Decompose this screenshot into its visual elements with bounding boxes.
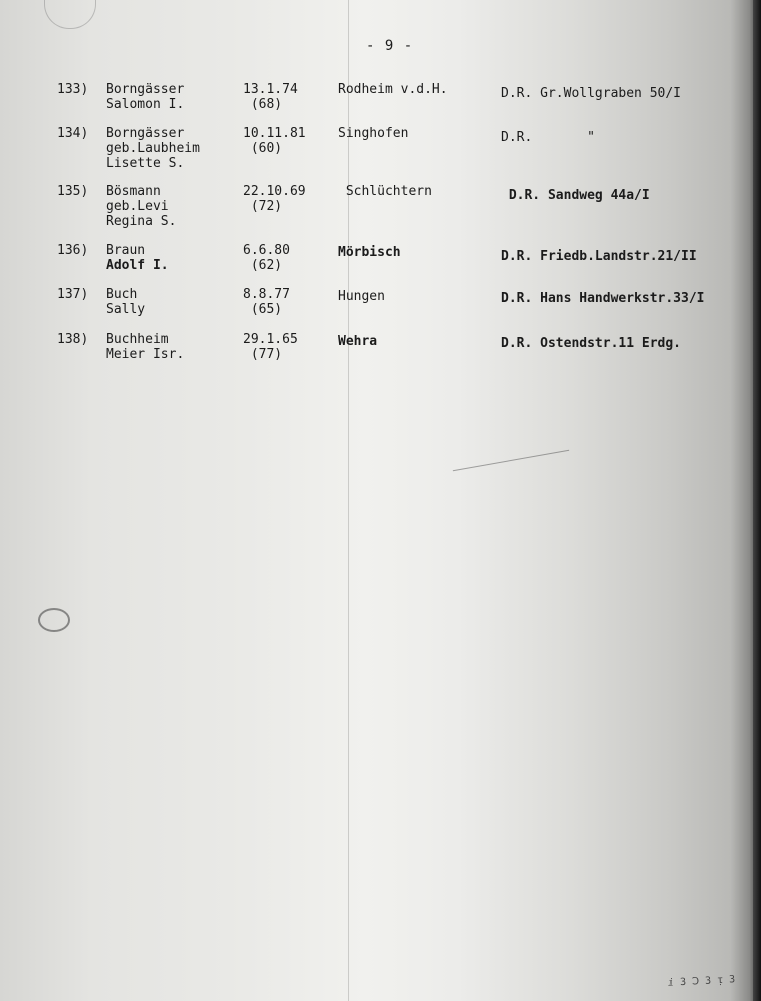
entry-name-line: Lisette S.	[106, 156, 185, 171]
entry-address: D.R. "	[501, 130, 595, 145]
entry-birthdate: 10.11.81	[243, 126, 306, 141]
entry-age: (72)	[243, 199, 283, 214]
entry-number: 135)	[57, 184, 89, 199]
entry-address: D.R. Friedb.Landstr.21/II	[501, 249, 697, 264]
scratch-mark	[453, 450, 569, 471]
entry-name-line: Buch	[106, 287, 138, 302]
entry-birthplace: Mörbisch	[338, 245, 401, 260]
entry-birthdate: 22.10.69	[243, 184, 306, 199]
entry-name-line: Braun	[106, 243, 146, 258]
fold-line	[348, 0, 349, 1001]
entry-address: D.R. Gr.Wollgraben 50/I	[501, 86, 682, 101]
corner-stamp-mark	[44, 0, 96, 29]
entry-address: D.R. Sandweg 44a/I	[501, 188, 650, 203]
entry-name-line: Sally	[106, 302, 146, 317]
entry-age: (62)	[243, 258, 283, 273]
entry-age: (65)	[243, 302, 283, 317]
entry-number: 134)	[57, 126, 89, 141]
entry-age: (60)	[243, 141, 283, 156]
entry-name-line: geb.Levi	[106, 199, 169, 214]
entry-birthplace: Singhofen	[338, 126, 409, 141]
entry-age: (68)	[243, 97, 283, 112]
entry-number: 138)	[57, 332, 89, 347]
page-edge-shadow	[753, 0, 761, 1001]
entry-name-line: Salomon I.	[106, 97, 185, 112]
entry-name-line: Bösmann	[106, 184, 161, 199]
entry-number: 133)	[57, 82, 89, 97]
entry-name-line: Borngässer	[106, 82, 185, 97]
entry-name-line: Meier Isr.	[106, 347, 185, 362]
entry-birthdate: 29.1.65	[243, 332, 298, 347]
ink-smudge	[38, 608, 70, 632]
entry-name-line: Regina S.	[106, 214, 177, 229]
entry-number: 137)	[57, 287, 89, 302]
page-number: - 9 -	[366, 38, 414, 54]
entry-name-line: Buchheim	[106, 332, 169, 347]
entry-birthdate: 6.6.80	[243, 243, 290, 258]
entry-birthdate: 8.8.77	[243, 287, 290, 302]
entry-name-line: geb.Laubheim	[106, 141, 200, 156]
entry-birthplace: Hungen	[338, 289, 385, 304]
entry-number: 136)	[57, 243, 89, 258]
entry-name-line: Adolf I.	[106, 258, 169, 273]
entry-birthplace: Rodheim v.d.H.	[338, 82, 448, 97]
entry-name-line: Borngässer	[106, 126, 185, 141]
entry-birthdate: 13.1.74	[243, 82, 298, 97]
entry-birthplace: Schlüchtern	[338, 184, 432, 199]
archive-stamp: ⅈ 3 Ↄ 3 ᴉ 3	[667, 974, 736, 989]
entry-address: D.R. Ostendstr.11 Erdg.	[501, 336, 682, 351]
entry-birthplace: Wehra	[338, 334, 378, 349]
entry-age: (77)	[243, 347, 283, 362]
entry-address: D.R. Hans Handwerkstr.33/I	[501, 291, 705, 306]
